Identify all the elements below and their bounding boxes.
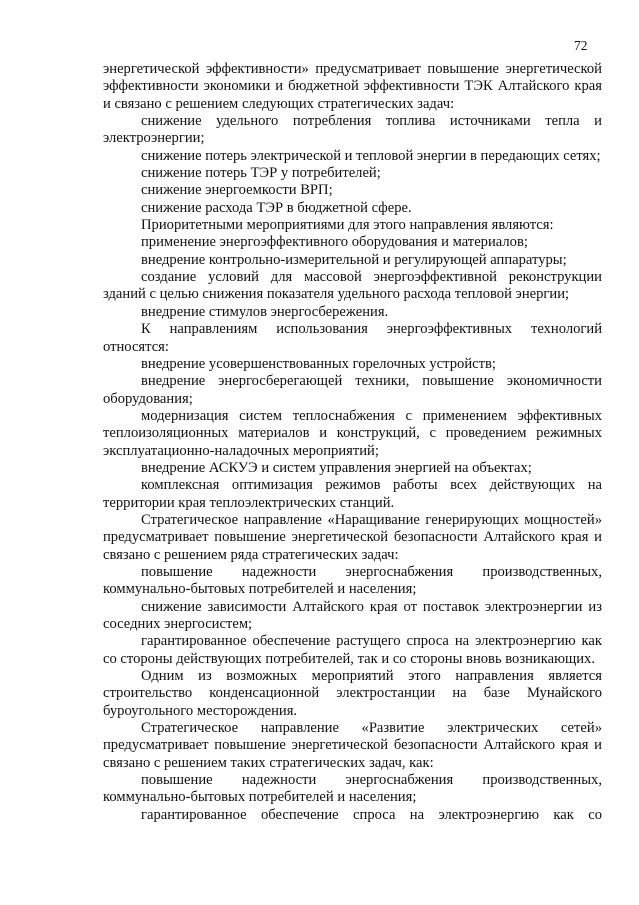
paragraph: энергетической эффективности» предусматривает повышение энергетической эффективности экономики и бюджетной эффективности ТЭК Алтайского края и связано с решением следующих стратегических задач: [103,61,602,112]
paragraph: Одним из возможных мероприятий этого направления является строительство конденсационной электростанции на базе Мунайского буроугольного месторождения. [103,668,602,719]
paragraph: внедрение АСКУЭ и систем управления энергией на объектах; [141,459,532,476]
paragraph: внедрение усовершенствованных горелочных устройств; [141,355,496,372]
paragraph: снижение энергоемкости ВРП; [141,182,333,199]
paragraph: К направлениям использования энергоэффективных технологий относятся: [103,321,602,355]
paragraph: комплексная оптимизация режимов работы всех действующих на территории края теплоэлектрических станций. [103,477,602,511]
paragraph: снижение потерь электрической и тепловой энергии в передающих сетях; [141,147,601,164]
paragraph: внедрение контрольно-измерительной и регулирующей аппаратуры; [141,251,567,268]
paragraph: гарантированное обеспечение растущего спроса на электроэнергию как со стороны действующих потребителей, так и со стороны вновь возникающих. [103,633,602,667]
paragraph: модернизация систем теплоснабжения с применением эффективных теплоизоляционных материалов и конструкций, с проведением режимных эксплуатационно-наладочных мероприятий; [103,407,602,459]
paragraph: гарантированное обеспечение спроса на электроэнергию как со [141,806,602,823]
paragraph: снижение удельного потребления топлива источниками тепла и электроэнергии; [103,113,602,147]
paragraph: снижение расхода ТЭР в бюджетной сфере. [141,199,412,216]
paragraph: снижение потерь ТЭР у потребителей; [141,165,381,182]
page-number: 72 [574,38,588,53]
paragraph: применение энергоэффективного оборудования и материалов; [141,234,528,251]
paragraph: повышение надежности энергоснабжения производственных, коммунально-бытовых потребителей и населения; [103,772,602,806]
paragraph: Приоритетными мероприятиями для этого направления являются: [141,217,554,234]
paragraph: Стратегическое направление «Наращивание генерирующих мощностей» предусматривает повышение энергетической безопасности Алтайского края и связано с решением ряда стратегических задач: [103,511,602,563]
paragraph: Стратегическое направление «Развитие электрических сетей» предусматривает повышение энергетической безопасности Алтайского края и связано с решением таких стратегических задач, как: [103,720,602,771]
paragraph: внедрение стимулов энергосбережения. [141,303,389,320]
document-body [103,61,602,824]
paragraph: снижение зависимости Алтайского края от поставок электроэнергии из соседних энергосистем; [103,598,602,632]
paragraph: внедрение энергосберегающей техники, повышение экономичности оборудования; [103,373,602,407]
paragraph: создание условий для массовой энергоэффективной реконструкции зданий с целью снижения показателя удельного расхода тепловой энергии; [103,269,602,303]
paragraph: повышение надежности энергоснабжения производственных, коммунально-бытовых потребителей и населения; [103,563,602,598]
